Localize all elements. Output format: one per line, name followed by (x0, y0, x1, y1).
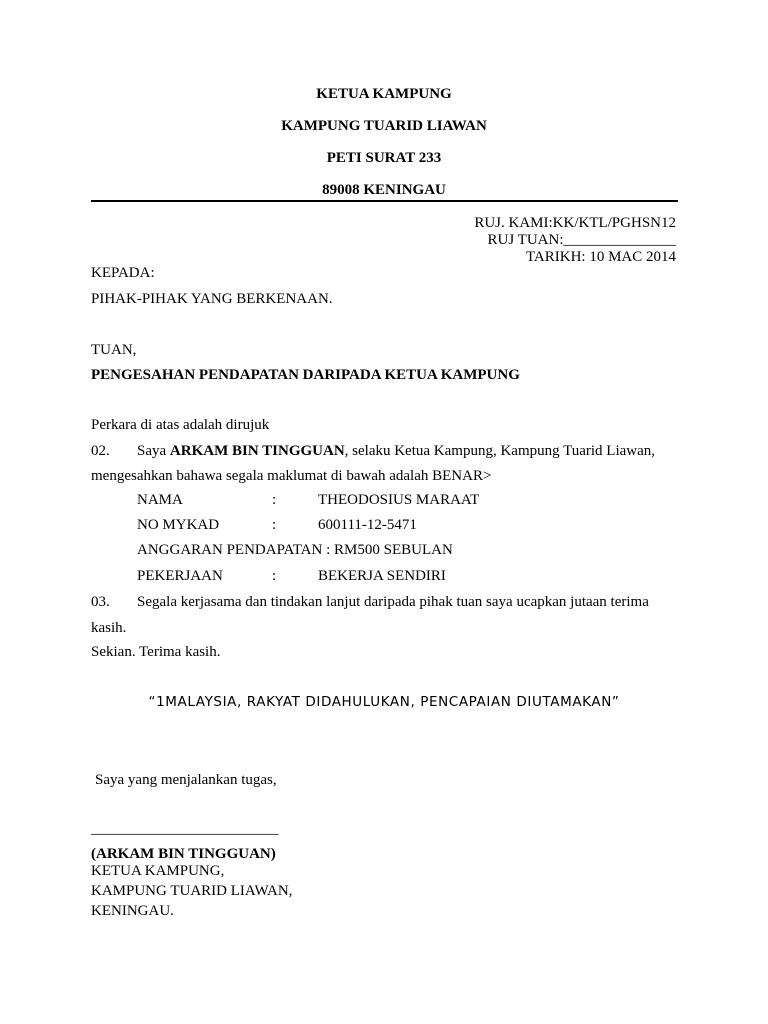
signatory-title: KETUA KAMPUNG, (91, 863, 225, 879)
detail-pekerjaan-colon: : (272, 568, 277, 584)
reference-ruj-tuan: RUJ TUAN:_______________ (487, 232, 676, 248)
letterhead-divider (91, 200, 678, 202)
detail-mykad-label: NO MYKAD (137, 517, 220, 533)
salutation: TUAN, (91, 342, 137, 358)
closing-line: Sekian. Terima kasih. (91, 644, 221, 660)
paragraph-02-name: ARKAM BIN TINGGUAN (169, 443, 345, 459)
letterhead-title: KETUA KAMPUNG (316, 86, 452, 102)
signature-intro: Saya yang menjalankan tugas, (95, 772, 277, 788)
paragraph-02-line1 (137, 442, 655, 460)
detail-mykad-colon: : (272, 517, 277, 533)
reference-ruj-kami: RUJ. KAMI:KK/KTL/PGHSN12 (474, 215, 676, 231)
body-intro: Perkara di atas adalah dirujuk (91, 417, 270, 433)
recipient-label: KEPADA: (91, 265, 155, 281)
recipient-name: PIHAK-PIHAK YANG BERKENAAN. (91, 291, 333, 307)
detail-pendapatan: ANGGARAN PENDAPATAN : RM500 SEBULAN (137, 542, 453, 558)
detail-nama-label: NAMA (137, 492, 183, 508)
signature-line: _________________________ (91, 821, 279, 837)
signatory-name: (ARKAM BIN TINGGUAN) (91, 846, 276, 862)
paragraph-02-suffix: , selaku Ketua Kampung, Kampung Tuarid Liawan, (344, 443, 656, 459)
detail-pekerjaan-value: BEKERJA SENDIRI (318, 568, 446, 584)
paragraph-03-number: 03. (91, 594, 110, 610)
paragraph-02-number: 02. (91, 443, 110, 459)
signatory-town: KENINGAU. (91, 903, 174, 919)
slogan: “1MALAYSIA, RAKYAT DIDAHULUKAN, PENCAPAIAN DIUTAMAKAN” (148, 694, 620, 710)
letter-subject: PENGESAHAN PENDAPATAN DARIPADA KETUA KAMPUNG (91, 367, 520, 383)
detail-mykad-value: 600111-12-5471 (318, 517, 417, 533)
reference-date: TARIKH: 10 MAC 2014 (525, 249, 676, 265)
letterhead-po-box: PETI SURAT 233 (326, 150, 442, 166)
signatory-village: KAMPUNG TUARID LIAWAN, (91, 883, 293, 899)
detail-pekerjaan-label: PEKERJAAN (137, 568, 223, 584)
paragraph-02-line2: mengesahkan bahawa segala maklumat di bawah adalah BENAR> (91, 468, 492, 484)
paragraph-02-prefix: Saya (137, 443, 170, 459)
letterhead-village: KAMPUNG TUARID LIAWAN (281, 118, 487, 134)
letterhead-postcode-town: 89008 KENINGAU (322, 182, 446, 198)
detail-nama-value: THEODOSIUS MARAAT (318, 492, 480, 508)
detail-nama-colon: : (272, 492, 277, 508)
paragraph-03-line1: Segala kerjasama dan tindakan lanjut daripada pihak tuan saya ucapkan jutaan terima (137, 594, 649, 610)
paragraph-03-line2: kasih. (91, 620, 127, 636)
